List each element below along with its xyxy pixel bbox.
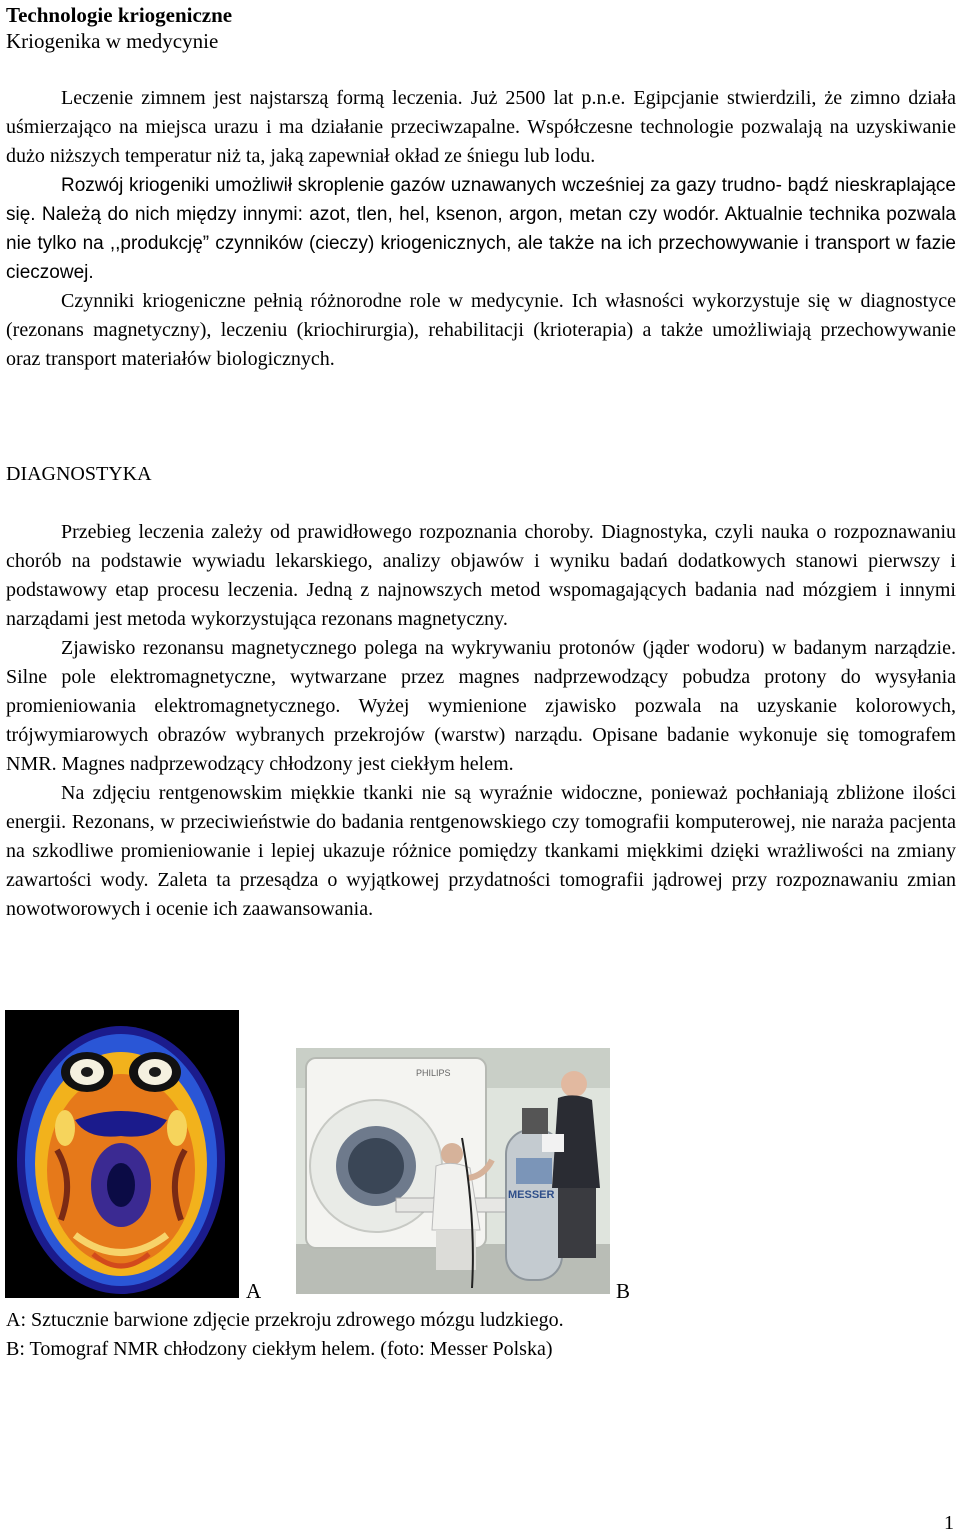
machine-brand-label: PHILIPS (416, 1068, 451, 1078)
diag-paragraph-2: Zjawisko rezonansu magnetycznego polega na wykrywaniu protonów (jąder wodoru) w badanym narządzie. Silne pole elektromagnetyczne, wytwarzane przez magnes nadprzewodzący pobudza protony do wysyłania promieniowania elektromagnetycznego. Wyżej wymienione zjawisko pozwala na uzyskanie kolorowych, trójwymiarowych obrazów wybranych przekrojów (warstw) narządu. Opisane badanie wykonuje się tomografem NMR. Magnes nadprzewodzący chłodzony jest ciekłym helem. (6, 637, 956, 775)
caption-a: A: Sztucznie barwione zdjęcie przekroju zdrowego mózgu ludzkiego. (6, 1309, 564, 1331)
section-heading: DIAGNOSTYKA (6, 463, 152, 485)
tank-brand-label: MESSER (508, 1189, 555, 1201)
document-subtitle: Kriogenika w medycynie (6, 29, 219, 53)
caption-b: B: Tomograf NMR chłodzony ciekłym helem. (foto: Messer Polska) (6, 1338, 553, 1360)
page-number: 1 (944, 1512, 954, 1534)
intro-paragraph-3: Czynniki kriogeniczne pełnią różnorodne role w medycynie. Ich własności wykorzystuje się w diagnostyce (rezonans magnetyczny), leczeniu (kriochirurgia), rehabilitacji (krioterapia) a także umożliwiają przechowywanie oraz transport materiałów biologicznych. (6, 290, 956, 370)
brain-mri-image (5, 1010, 239, 1298)
brain-mri-illustration (5, 1010, 239, 1298)
document-title: Technologie kriogeniczne (6, 3, 233, 27)
diag-paragraph-1: Przebieg leczenia zależy od prawidłowego rozpoznania choroby. Diagnostyka, czyli nauka o rozpoznawaniu chorób na podstawie wywiadu lekarskiego, analizy objawów i wyniku badań dodatkowych stanowi pierwszy i podstawowy etap procesu leczenia. Jedną z najnowszych metod wspomagających badania nad mózgiem i innymi narządami jest metoda wykorzystująca rezonans magnetyczny. (6, 521, 956, 630)
diagnostyka-section (6, 518, 956, 924)
nmr-tomograph-photo (296, 1048, 610, 1294)
tank-label-panel (516, 1158, 552, 1184)
intro-paragraph-2: Rozwój kriogeniki umożliwił skroplenie gazów uznawanych wcześniej za gazy trudno- bądź nieskraplające się. Należą do nich między innymi: azot, tlen, hel, ksenon, argon, metan czy wodór. Aktualnie technika pozwala nie tylko na ,,produkcję” czynników (cieczy) kriogenicznych, ale także na ich przechowywanie i transport w fazie cieczowej. (6, 175, 956, 283)
nmr-tomograph-illustration (296, 1048, 610, 1294)
intro-section (6, 84, 956, 374)
figure-label-a: A (246, 1279, 262, 1303)
intro-paragraph-1: Leczenie zimnem jest najstarszą formą leczenia. Już 2500 lat p.n.e. Egipcjanie stwierdzili, że zimno działa uśmierzająco na miejsca urazu i ma działanie przeciwzapalne. Współczesne technologie pozwalają na uzyskiwanie dużo niższych temperatur niż ta, jaką zapewniał okład ze śniegu lub lodu. (6, 87, 956, 167)
diag-paragraph-3: Na zdjęciu rentgenowskim miękkie tkanki nie są wyraźnie widoczne, ponieważ pochłaniają zbliżone ilości energii. Rezonans, w przeciwieństwie do badania rentgenowskiego czy tomografii komputerowej, nie naraża pacjenta na szkodliwe promieniowanie i lepiej ukazuje różnice pomiędzy tkankami miękkimi dzięki wrażliwości na zmiany zawartości wody. Zaleta ta przesądza o wyjątkowej przydatności tomografii jądrowej przy rozpoznawaniu zmian nowotworowych i ocenie ich zaawansowania. (6, 782, 956, 920)
figure-label-b: B (616, 1279, 631, 1303)
